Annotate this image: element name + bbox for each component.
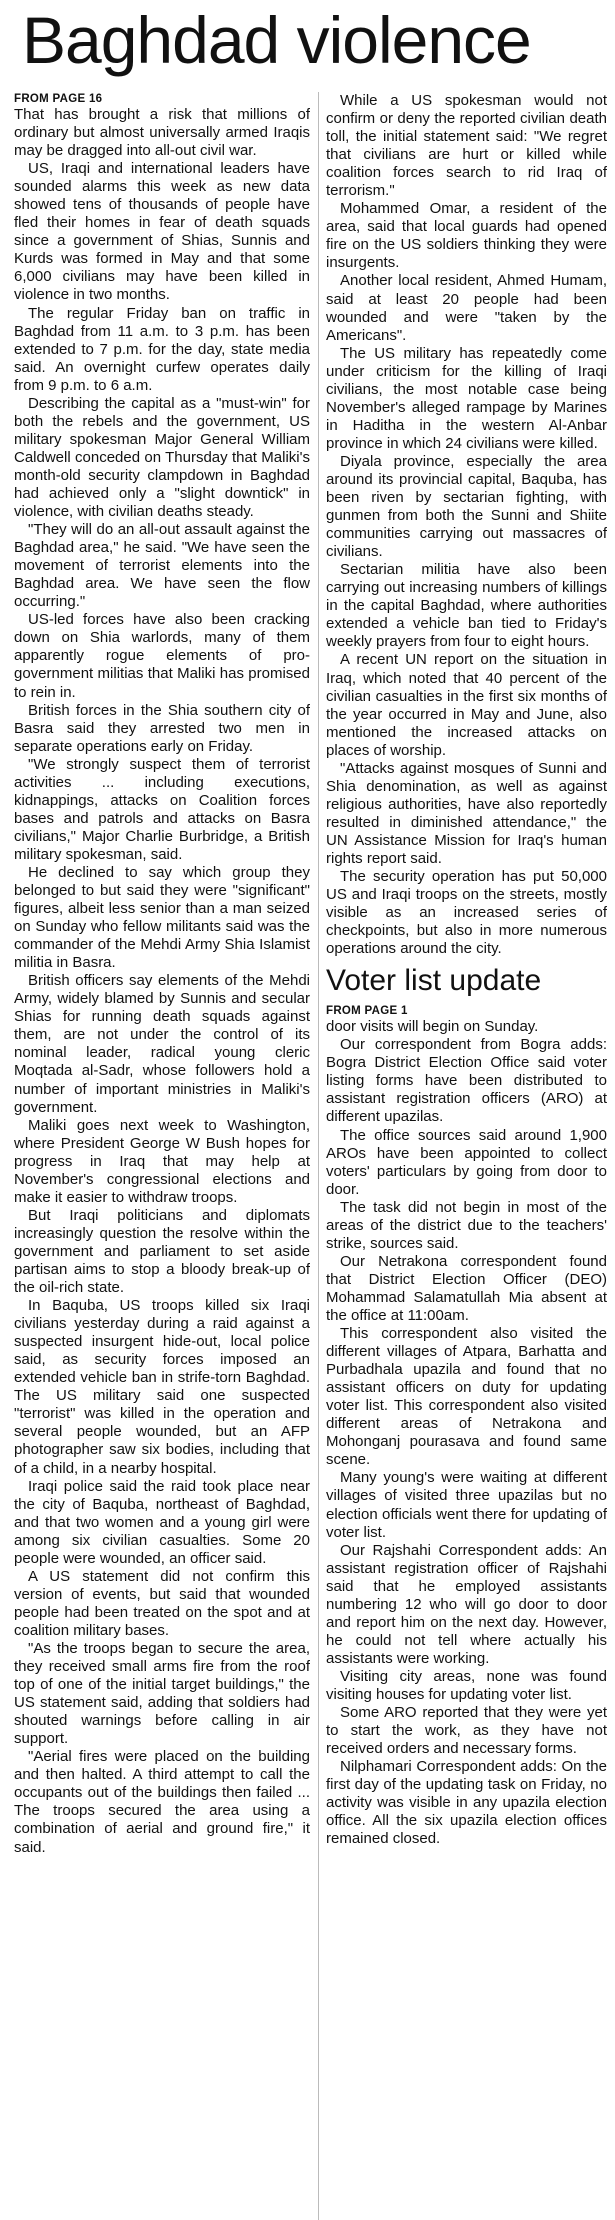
article-paragraph: Iraqi police said the raid took place near the city of Baquba, northeast of Baghdad, and that two women and a young girl were among six civilian casualties. Some 20 people were wounded, an officer said. xyxy=(14,1477,310,1567)
article-paragraph: Another local resident, Ahmed Humam, said at least 20 people had been wounded and were "taken by the Americans". xyxy=(326,272,607,344)
article-paragraph: Our correspondent from Bogra adds: Bogra District Election Office said voter listing forms have been distributed to assistant registration officers (ARO) at different upazilas. xyxy=(326,1036,607,1126)
article-paragraph: A recent UN report on the situation in Iraq, which noted that 40 percent of the civilian casualties in the first six months of the year occurred in May and June, also mentioned the increased attacks on places of worship. xyxy=(326,651,607,759)
article-paragraph: The US military has repeatedly come under criticism for the killing of Iraqi civilians, the most notable case being November's alleged rampage by Marines in Haditha in the western Al-Anbar province in which 24 civilians were killed. xyxy=(326,344,607,452)
article-paragraph: A US statement did not confirm this version of events, but said that wounded people had been treated on the spot and at coalition military bases. xyxy=(14,1567,310,1639)
article-paragraph: Mohammed Omar, a resident of the area, said that local guards had opened fire on the US soldiers thinking they were insurgents. xyxy=(326,200,607,272)
right-column xyxy=(326,92,607,2220)
jump-label: FROM PAGE 16 xyxy=(14,93,103,105)
article-paragraph: Visiting city areas, none was found visiting houses for updating voter list. xyxy=(326,1667,607,1703)
article-paragraph: This correspondent also visited the different villages of Atpara, Barhatta and Purbadhala upazila and found that no assistant officers on duty for updating voter list. This correspondent also visited different areas of Netrakona and Mohonganj pourasava and found same scene. xyxy=(326,1325,607,1469)
left-column xyxy=(14,92,310,2220)
article-paragraph: Sectarian militia have also been carrying out increasing numbers of killings in the capital Baghdad, where authorities extended a vehicle ban tied to Friday's weekly prayers from four to eight hours. xyxy=(326,561,607,651)
article-paragraph: The security operation has put 50,000 US and Iraqi troops on the streets, mostly visible as an increased series of checkpoints, but also in more numerous operations around the city. xyxy=(326,868,607,958)
article-paragraph: US-led forces have also been cracking down on Shia warlords, many of them apparently rogue elements of pro- government militias that Maliki has promised to rein in. xyxy=(14,611,310,701)
article-paragraph: Nilphamari Correspondent adds: On the first day of the updating task on Friday, no activity was visible in any upazila election office. All the six upazila election offices remained closed. xyxy=(326,1758,607,1848)
article-paragraph: Diyala province, especially the area around its provincial capital, Baquba, has been riven by sectarian fighting, with gunmen from both the Sunni and Shiite communities carrying out massacres of civilians. xyxy=(326,452,607,561)
article-paragraph: door visits will begin on Sunday. xyxy=(326,1018,539,1036)
article-paragraph: Describing the capital as a "must-win" for both the rebels and the government, US military spokesman Major General William Caldwell conceded on Thursday that Maliki's month-old security clampdown in Baghdad had achieved only a "slight downtick" in violence, with civilian deaths steady. xyxy=(14,394,310,521)
article-paragraph: Our Rajshahi Correspondent adds: An assistant registration officer of Rajshahi said that he employed assistants numbering 12 who will go door to door and report him on the next day. However, he could not tell where actually his assistants were working. xyxy=(326,1541,607,1667)
article-paragraph: That has brought a risk that millions of ordinary but almost universally armed Iraqis may be dragged into all-out civil war. xyxy=(14,106,310,160)
article-paragraph: "They will do an all-out assault against the Baghdad area," he said. "We have seen the movement of terrorist elements into the Baghdad area. We have seen the flow occurring." xyxy=(14,521,310,611)
article-paragraph: Maliki goes next week to Washington, where President George W Bush hopes for progress in Iraq that may help at November's congressional elections and make it easier to withdraw troops. xyxy=(14,1116,310,1206)
article-paragraph: But Iraqi politicians and diplomats increasingly question the resolve within the government and parliament to set aside partisan aims to stop a bloody break-up of the oil-rich state. xyxy=(14,1206,310,1297)
article-paragraph: In Baquba, US troops killed six Iraqi civilians yesterday during a raid against a suspected insurgent hide-out, local police said, as security forces imposed an extended vehicle ban in strife-torn Baghdad. The US military said one suspected "terrorist" was killed in the operation and several people wounded, but an AFP photographer saw six bodies, including that of a child, in a nearby hospital. xyxy=(14,1297,310,1477)
article-paragraph: While a US spokesman would not confirm or deny the reported civilian death toll, the initial statement said: "We regret that civilians are hurt or killed while coalition forces search to rid Iraq of terrorism." xyxy=(326,92,607,200)
article-paragraph: Many young's were waiting at different villages of visited three upazilas but no election officials went there for updating of voter list. xyxy=(326,1469,607,1541)
article-columns xyxy=(14,92,607,2220)
article-paragraph: The task did not begin in most of the areas of the district due to the teachers' strike, sources said. xyxy=(326,1198,607,1252)
jump-label: FROM PAGE 1 xyxy=(326,1005,408,1018)
article-paragraph: "As the troops began to secure the area, they received small arms fire from the roof top of one of the initial target buildings," the US statement said, adding that soldiers had shouted warnings before calling in air support. xyxy=(14,1639,310,1748)
article-paragraph: British forces in the Shia southern city of Basra said they arrested two men in separate operations early on Friday. xyxy=(14,701,310,755)
article-paragraph: He declined to say which group they belonged to but said they were "significant" figures, albeit less senior than a man seized on Sunday who fellow militants said was the commander of the Mehdi Army Shia Islamist militia in Basra. xyxy=(14,863,310,972)
article-paragraph: Our Netrakona correspondent found that District Election Officer (DEO) Mohammad Salamatullah Mia absent at the office at 11:00am. xyxy=(326,1252,607,1324)
article-paragraph: "Aerial fires were placed on the building and then halted. A third attempt to call the occupants out of the buildings then failed ... The troops secured the area using a combination of aerial and ground fire," it said. xyxy=(14,1748,310,1856)
article-paragraph: "We strongly suspect them of terrorist activities ... including executions, kidnappings, attacks on Coalition forces bases and patrols and attacks on Basra civilians," Major Charlie Burbridge, a British military spokesman, said. xyxy=(14,755,310,863)
article-paragraph: Some ARO reported that they were yet to start the work, as they have not received orders and necessary forms. xyxy=(326,1704,607,1758)
article-paragraph: British officers say elements of the Mehdi Army, widely blamed by Sunnis and secular Shias for running death squads against them, are not under the control of its nominal leader, radical young cleric Moqtada al-Sadr, whose followers hold a number of important ministries in Maliki's government. xyxy=(14,972,310,1116)
article-paragraph: "Attacks against mosques of Sunni and Shia denomination, as well as against religious authorities, have also reportedly resulted in diminished attendance," the UN Assistance Mission for Iraq's human rights report said. xyxy=(326,759,607,867)
article-headline: Baghdad violence xyxy=(22,3,531,77)
article-paragraph: The regular Friday ban on traffic in Baghdad from 11 a.m. to 3 p.m. has been extended to 7 p.m. for the day, state media said. An overnight curfew operates daily from 9 p.m. to 6 a.m. xyxy=(14,304,310,394)
second-article-headline: Voter list update xyxy=(326,964,542,998)
article-paragraph: The office sources said around 1,900 AROs have been appointed to collect voters' particulars by going from door to door. xyxy=(326,1126,607,1198)
column-divider xyxy=(318,92,319,2220)
article-paragraph: US, Iraqi and international leaders have sounded alarms this week as new data showed tens of thousands of people have fled their homes in fear of death squads since a government of Shias, Sunnis and Kurds was formed in May and that some 6,000 civilians may have been killed in violence in two months. xyxy=(14,160,310,304)
